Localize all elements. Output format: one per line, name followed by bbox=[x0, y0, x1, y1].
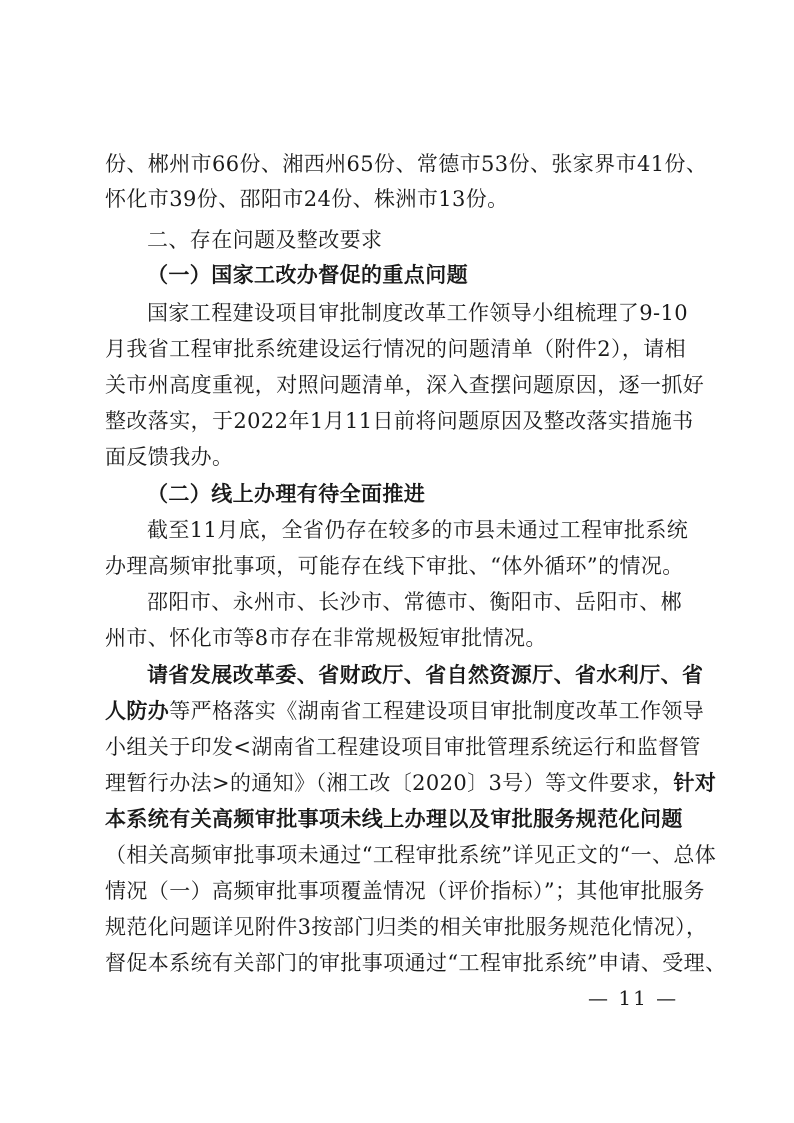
body-text-line: （相关高频审批事项未通过“工程审批系统”详见正文的“一、总体 bbox=[105, 843, 717, 867]
body-text-line: 截至11月底，全省仍存在较多的市县未通过工程审批系统 bbox=[147, 518, 689, 542]
body-text-line: 份、郴州市66份、湘西州65份、常德市53份、张家界市41份、 bbox=[105, 152, 708, 176]
body-text-line bbox=[105, 770, 717, 796]
body-text-line: 怀化市39份、邵阳市24份、株洲市13份。 bbox=[105, 187, 509, 211]
body-text-line: 国家工程建设项目审批制度改革工作领导小组梳理了9-10 bbox=[147, 301, 688, 325]
body-text-line: 面反馈我办。 bbox=[105, 445, 234, 469]
text-run: 等严格落实《湖南省工程建设项目审批制度改革工作领导 bbox=[169, 699, 705, 723]
subsection-heading: （一）国家工改办督促的重点问题 bbox=[147, 262, 468, 287]
body-text-line: 小组关于印发<湖南省工程建设项目审批管理系统运行和监督管 bbox=[105, 735, 701, 759]
body-text-line: 月我省工程审批系统建设运行情况的问题清单（附件2），请相 bbox=[105, 337, 687, 361]
body-text-line-bold: 请省发展改革委、省财政厅、省自然资源厅、省水利厅、省 bbox=[147, 662, 704, 687]
body-text-line: 情况（一）高频审批事项覆盖情况（评价指标）”；其他审批服务 bbox=[105, 879, 705, 903]
body-text-line bbox=[105, 698, 705, 724]
text-run: 理暂行办法>的通知》（湘工改〔2020〕3号）等文件要求， bbox=[105, 771, 674, 795]
bold-text-run: 针对 bbox=[673, 770, 717, 795]
body-text-line: 规范化问题详见附件3按部门归类的相关审批服务规范化情况）， bbox=[105, 915, 708, 939]
page-number: — 11 — bbox=[588, 986, 679, 1010]
body-text-line: 州市、怀化市等8市存在非常规极短审批情况。 bbox=[105, 626, 547, 650]
section-heading: 二、存在问题及整改要求 bbox=[147, 228, 383, 252]
body-text-line: 关市州高度重视，对照问题清单，深入查摆问题原因，逐一抓好 bbox=[105, 373, 705, 397]
body-text-line: 邵阳市、永州市、长沙市、常德市、衡阳市、岳阳市、郴 bbox=[147, 590, 682, 614]
body-text-line: 办理高频审批事项，可能存在线下审批、“体外循环”的情况。 bbox=[105, 554, 684, 578]
subsection-heading: （二）线上办理有待全面推进 bbox=[147, 481, 426, 506]
body-text-line: 督促本系统有关部门的审批事项通过“工程审批系统”申请、受理、 bbox=[105, 951, 727, 975]
body-text-line: 整改落实，于2022年1月11日前将问题原因及整改落实措施书 bbox=[105, 409, 694, 433]
body-text-line-bold: 本系统有关高频审批事项未线上办理以及审批服务规范化问题 bbox=[105, 806, 683, 831]
bold-text-run: 人防办 bbox=[105, 698, 170, 723]
